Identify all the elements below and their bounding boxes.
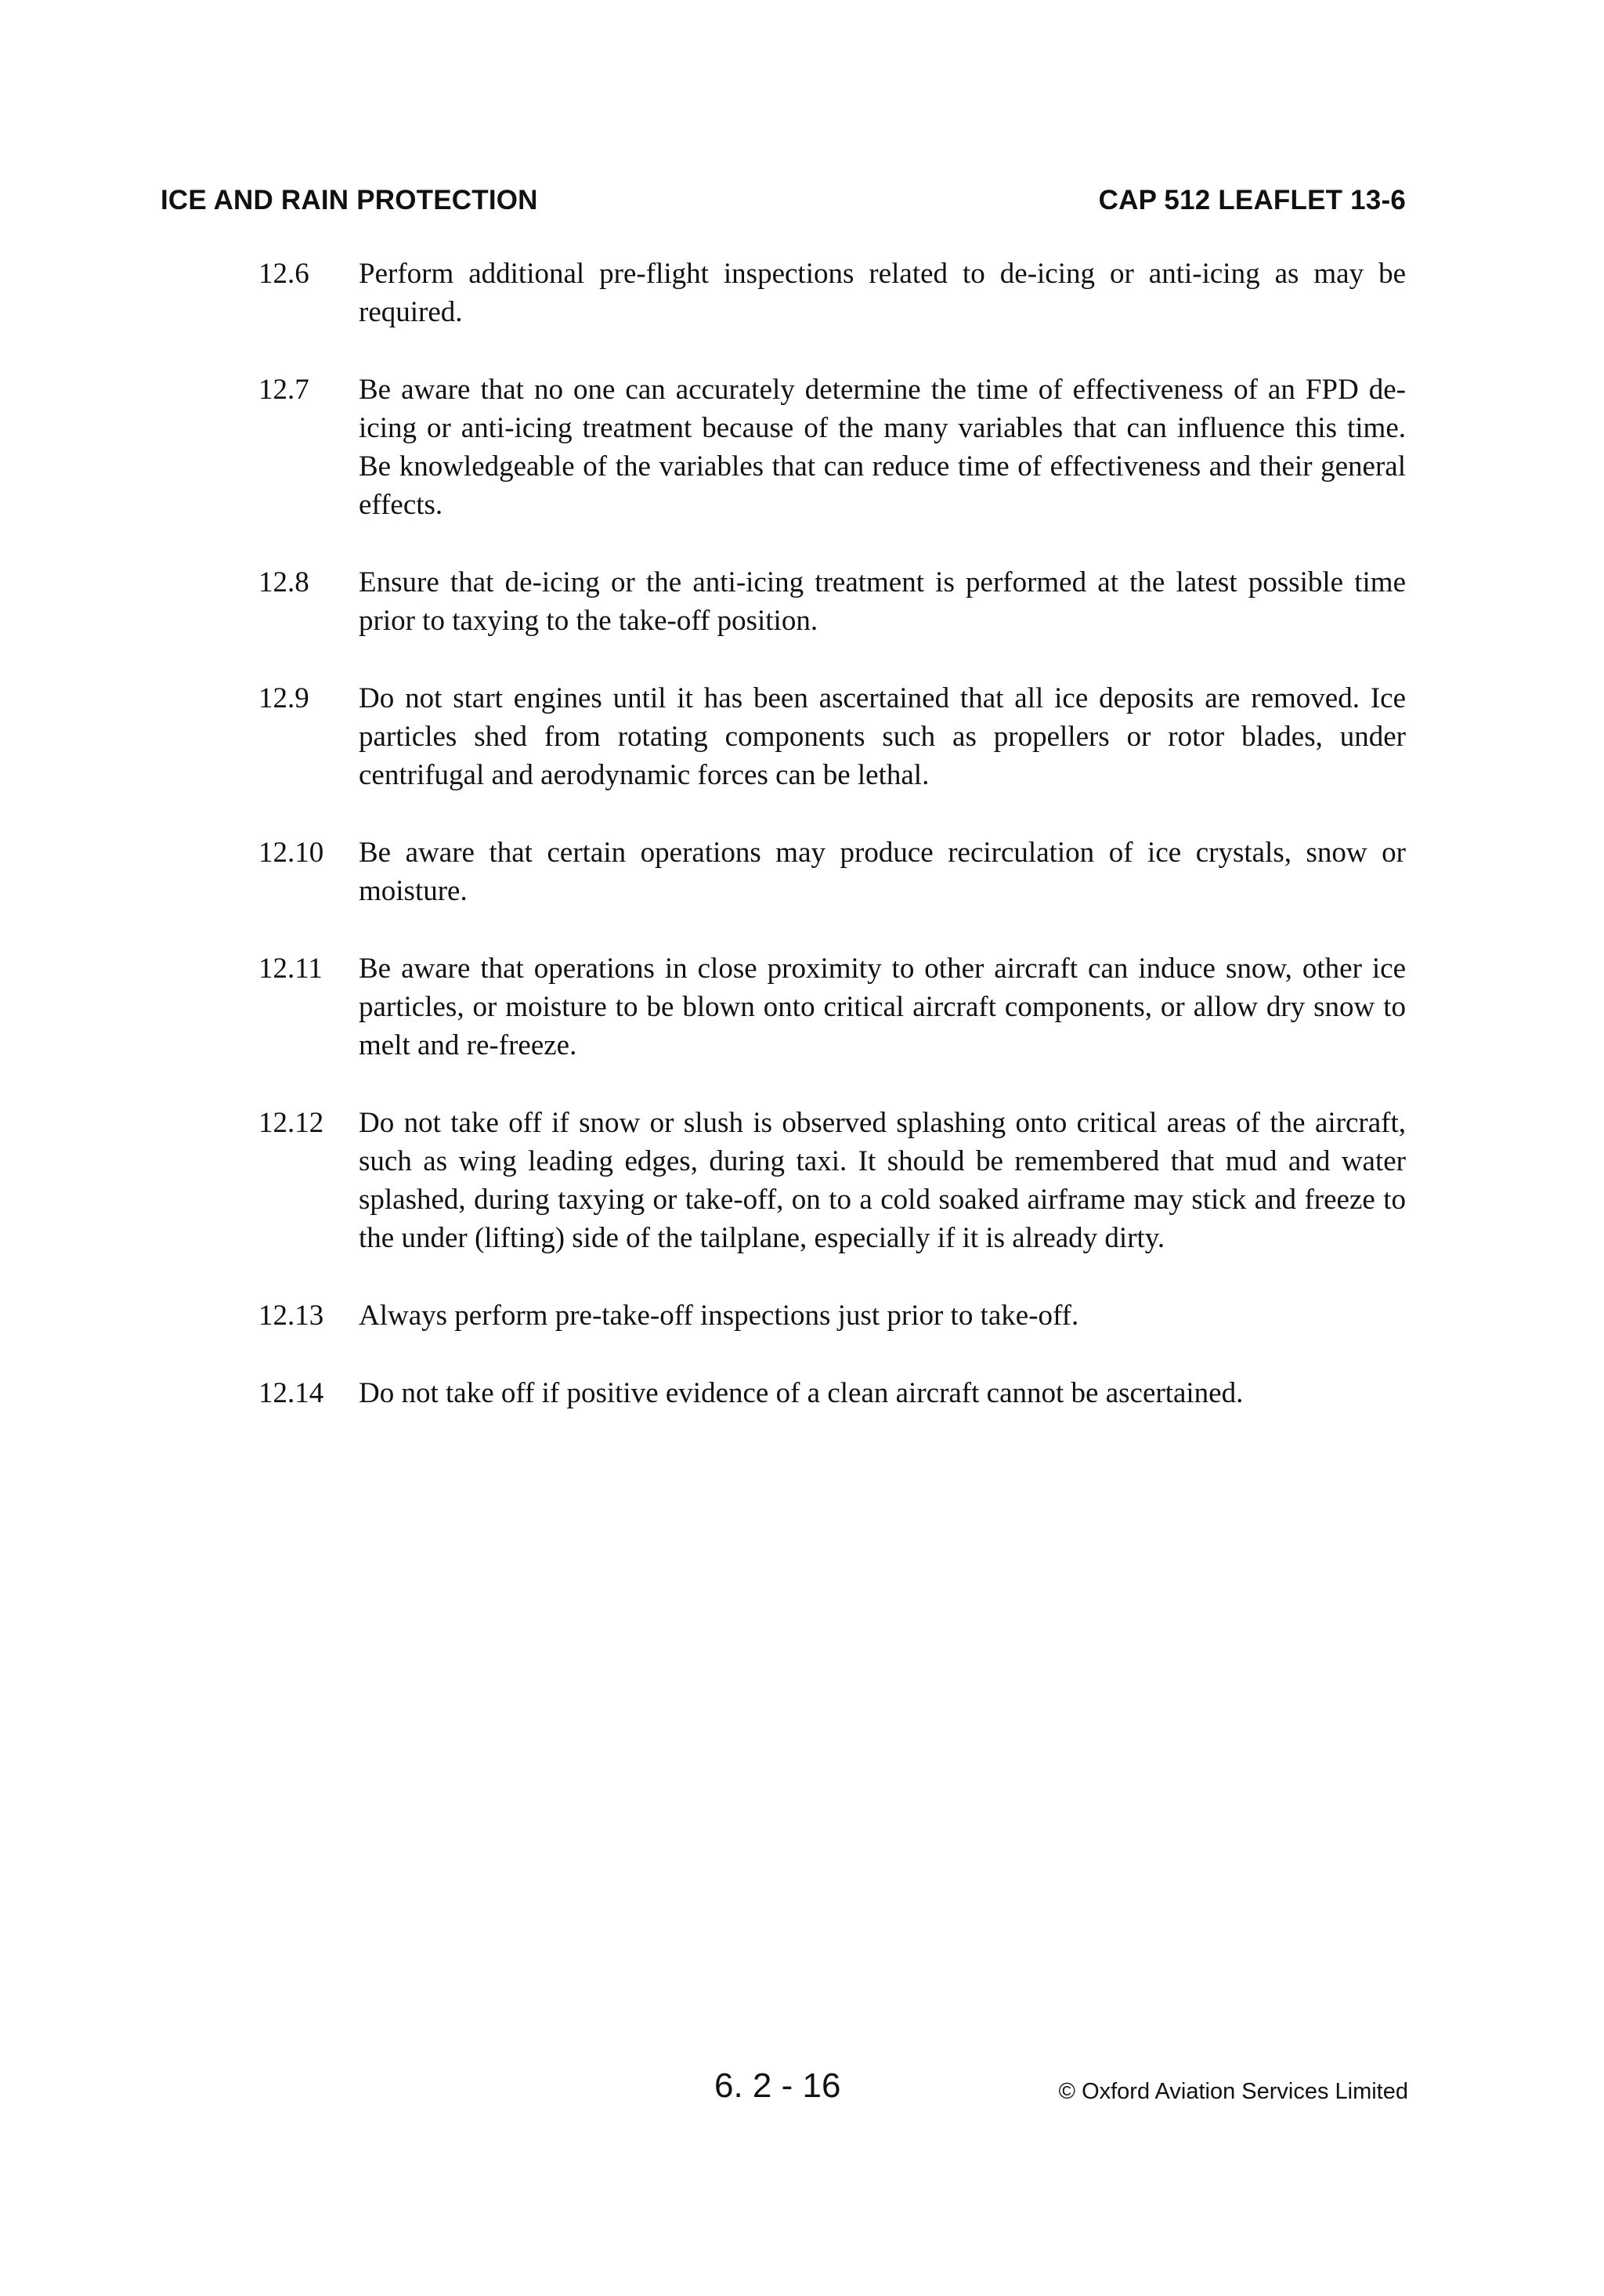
paragraph-number: 12.9 xyxy=(258,682,309,714)
section-title: ICE AND RAIN PROTECTION xyxy=(161,185,538,215)
paragraph-text: Perform additional pre-flight inspections related to de-icing or anti-icing as may be required. xyxy=(359,258,1406,328)
paragraph-number: 12.12 xyxy=(258,1107,324,1139)
document-reference: CAP 512 LEAFLET 13-6 xyxy=(1098,185,1406,215)
paragraph-text: Ensure that de-icing or the anti-icing treatment is performed at the latest possible time prior to taxying to the take-off position. xyxy=(359,566,1406,637)
paragraph-number: 12.6 xyxy=(258,258,309,290)
paragraph-item xyxy=(258,1104,1406,1257)
paragraph-text: Be aware that operations in close proximity to other aircraft can induce snow, other ice particles, or moisture to be blown onto critical aircraft components, or allow dry snow to melt and re-freeze. xyxy=(359,953,1406,1061)
paragraph-item xyxy=(258,833,1406,910)
paragraph-number: 12.11 xyxy=(258,953,323,985)
paragraph-item xyxy=(258,1296,1406,1335)
paragraph-text: Be aware that no one can accurately determine the time of effectiveness of an FPD de-icing or anti-icing treatment because of the many variables that can influence this time. Be knowledgeable of the variables that can reduce time of effectiveness and their general effects. xyxy=(359,374,1406,521)
paragraph-text: Always perform pre-take-off inspections just prior to take-off. xyxy=(359,1300,1079,1332)
paragraph-number: 12.7 xyxy=(258,374,309,406)
paragraph-text: Do not take off if snow or slush is observed splashing onto critical areas of the aircraft, such as wing leading edges, during taxi. It should be remembered that mud and water splashed, during taxying or take-off, on to a cold soaked airframe may stick and freeze to the under (lifting) side of the tailplane, especially if it is already dirty. xyxy=(359,1107,1406,1254)
paragraph-item xyxy=(258,563,1406,640)
numbered-paragraph-list xyxy=(258,255,1406,1452)
paragraph-text: Do not start engines until it has been ascertained that all ice deposits are removed. Ice particles shed from rotating components such as propellers or rotor blades, under centrifugal and aerodynamic forces can be lethal. xyxy=(359,682,1406,791)
paragraph-number: 12.10 xyxy=(258,837,324,869)
paragraph-item xyxy=(258,1374,1406,1412)
paragraph-item xyxy=(258,949,1406,1065)
paragraph-number: 12.14 xyxy=(258,1377,324,1409)
paragraph-item xyxy=(258,255,1406,331)
copyright-notice: © Oxford Aviation Services Limited xyxy=(1058,2079,1408,2104)
paragraph-text: Do not take off if positive evidence of a clean aircraft cannot be ascertained. xyxy=(359,1377,1244,1409)
paragraph-item xyxy=(258,371,1406,524)
paragraph-text: Be aware that certain operations may produce recirculation of ice crystals, snow or moisture. xyxy=(359,837,1406,907)
paragraph-item xyxy=(258,679,1406,794)
paragraph-number: 12.13 xyxy=(258,1300,324,1332)
page-number: 6. 2 - 16 xyxy=(714,2066,841,2105)
paragraph-number: 12.8 xyxy=(258,566,309,598)
